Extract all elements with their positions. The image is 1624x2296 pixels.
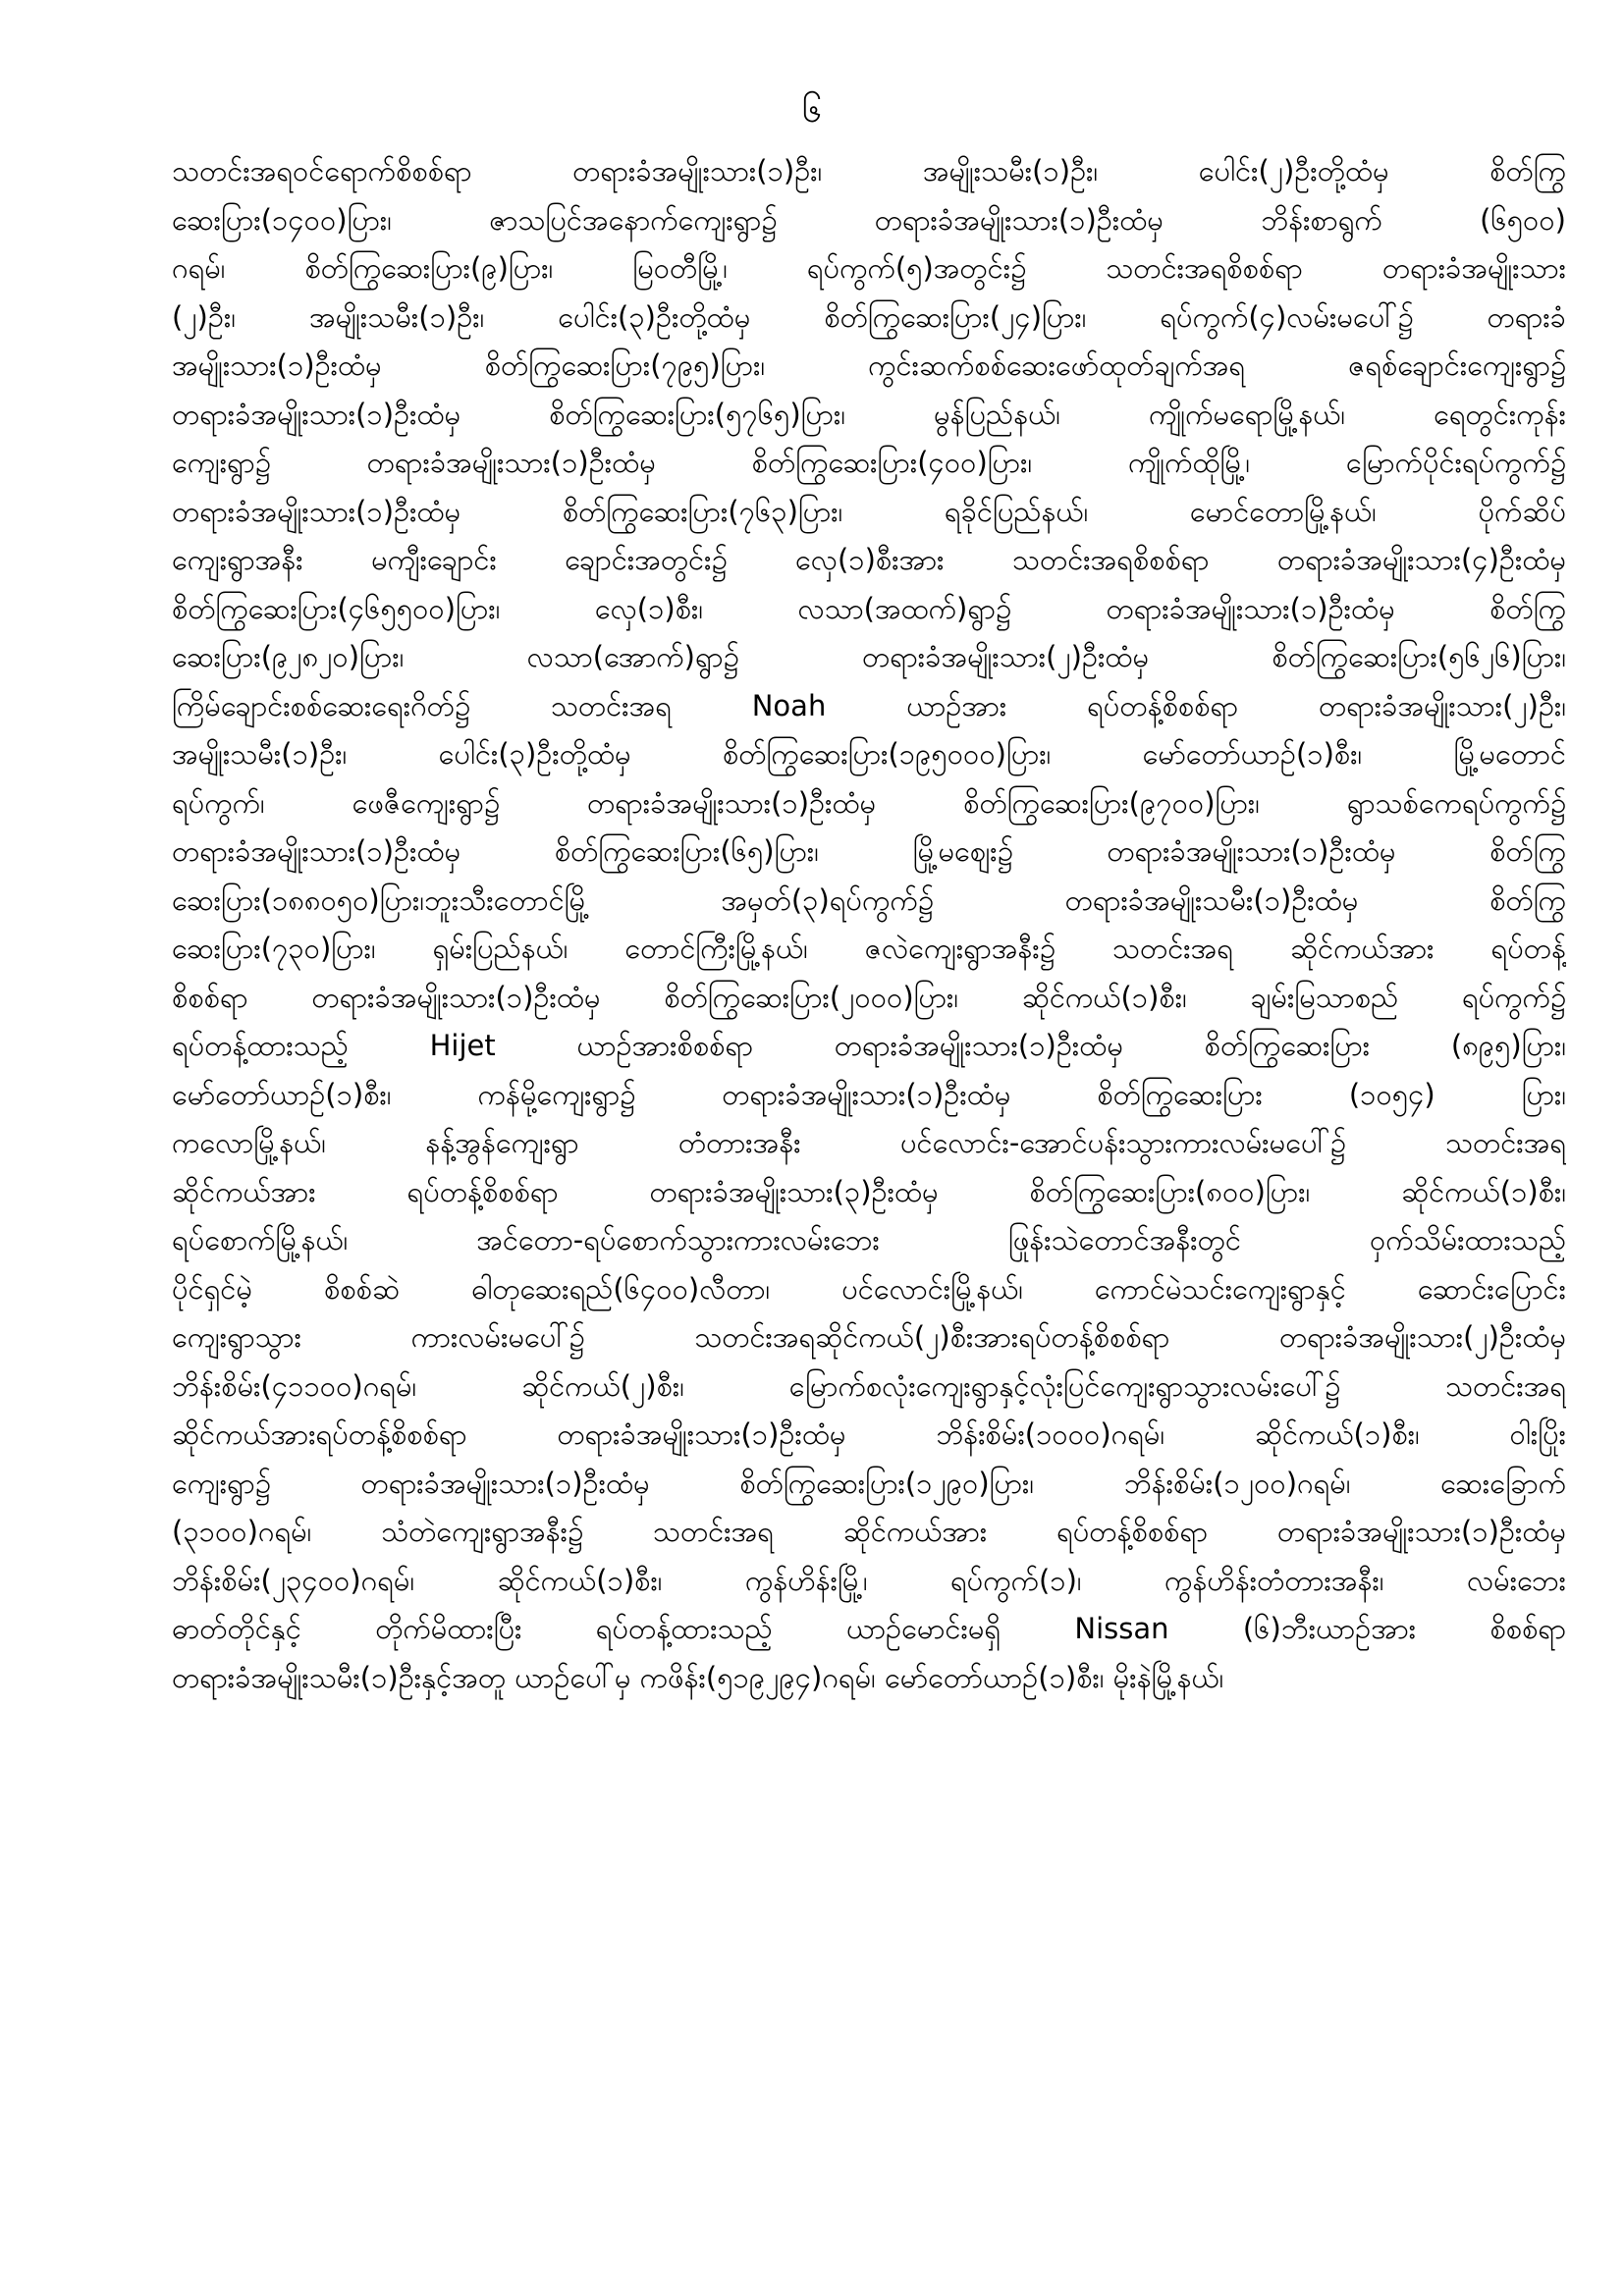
text-line: ကျေးရွာ၌ တရားခံအမျိုးသား(၁)ဦးထံမှ စိတ်ကြွဆေးပြား(၄၀၀)ပြား၊ ကျိုက်ထိုမြို့၊ မြောက်ပိုင်းရပ်ကွက်၌ <box>172 446 1566 479</box>
text-line: ဆေးပြား(၉၂၈၂၀)ပြား၊ လသာ(အောက်)ရွာ၌ တရားခံအမျိုးသား(၂)ဦးထံမှ စိတ်ကြွဆေးပြား(၅၆၂၆)ပြား၊ <box>172 640 1566 673</box>
text-line: တရားခံအမျိုးသား(၁)ဦးထံမှ စိတ်ကြွဆေးပြား(၅၇၆၅)ပြား၊ မွန်ပြည်နယ်၊ ကျိုက်မရောမြို့နယ်၊ ရေတွင်းကုန်း <box>172 397 1566 431</box>
text-line: ရပ်တန့်ထားသည့် Hijet ယာဉ်အားစိစစ်ရာ တရားခံအမျိုးသား(၁)ဦးထံမှ စိတ်ကြွဆေးပြား (၈၉၅)ပြား၊ <box>172 1029 1566 1062</box>
text-line: ဆိုင်ကယ်အားရပ်တန့်စိစစ်ရာ တရားခံအမျိုးသား(၁)ဦးထံမှ ဘိန်းစိမ်း(၁၀၀၀)ဂရမ်၊ ဆိုင်ကယ်(၁)စီး၊ ဝါးပြိုး <box>172 1417 1566 1451</box>
text-line: အမျိုးသား(၁)ဦးထံမှ စိတ်ကြွဆေးပြား(၇၉၅)ပြား၊ ကွင်းဆက်စစ်ဆေးဖော်ထုတ်ချက်အရ ဇရစ်ချောင်းကျေးရွာ၌ <box>172 348 1566 382</box>
text-line: ဆေးပြား(၇၃၀)ပြား၊ ရှမ်းပြည်နယ်၊ တောင်ကြီးမြို့နယ်၊ ဇလဲကျေးရွာအနီး၌ သတင်းအရ ဆိုင်ကယ်အား ရပ်တန့် <box>172 932 1566 965</box>
text-line: ဘိန်းစိမ်း(၂၃၄၀၀)ဂရမ်၊ ဆိုင်ကယ်(၁)စီး၊ ကွန်ဟိန်းမြို့၊ ရပ်ကွက်(၁)၊ ကွန်ဟိန်းတံတားအနီး၊ လမ်းဘေး <box>172 1563 1566 1597</box>
text-line: ရပ်ကွက်၊ ဖေဇီကျေးရွာ၌ တရားခံအမျိုးသား(၁)ဦးထံမှ စိတ်ကြွဆေးပြား(၉၇၀၀)ပြား၊ ရွာသစ်ကေရပ်ကွက်၌ <box>172 785 1566 820</box>
text-line: ရပ်စောက်မြို့နယ်၊ အင်တော-ရပ်စောက်သွားကားလမ်းဘေး ဖြုန်းသဲတောင်အနီးတွင် ဝှက်သိမ်းထားသည့် <box>172 1223 1566 1256</box>
text-line: ဆိုင်ကယ်အား ရပ်တန့်စိစစ်ရာ တရားခံအမျိုးသား(၃)ဦးထံမှ စိတ်ကြွဆေးပြား(၈၀၀)ပြား၊ ဆိုင်ကယ်(၁)စီး၊ <box>172 1174 1566 1208</box>
text-line: အမျိုးသမီး(၁)ဦး၊ ပေါင်း(၃)ဦးတို့ထံမှ စိတ်ကြွဆေးပြား(၁၉၅၀၀၀)ပြား၊ မော်တော်ယာဉ်(၁)စီး၊ မြို့မတောင် <box>172 737 1566 771</box>
text-line: ဓာတ်တိုင်နှင့် တိုက်မိထားပြီး ရပ်တန့်ထားသည့် ယာဉ်မောင်းမရှိ Nissan (၆)ဘီးယာဉ်အား စိစစ်ရာ <box>172 1612 1566 1645</box>
text-line: ကလောမြို့နယ်၊ နန့်အွန်ကျေးရွာ တံတားအနီး ပင်လောင်း-အောင်ပန်းသွားကားလမ်းမပေါ်၌ သတင်းအရ <box>172 1126 1566 1159</box>
text-line: ကျေးရွာအနီး မကျီးချောင်း ချောင်းအတွင်း၌ လှေ(၁)စီးအား သတင်းအရစိစစ်ရာ တရားခံအမျိုးသား(၄)ဦးထံမှ <box>172 543 1566 576</box>
text-line: ပိုင်ရှင်မဲ့ စိစစ်ဆဲ ဓါတုဆေးရည်(၆၄၀၀)လီတာ၊ ပင်လောင်းမြို့နယ်၊ ကောင်မဲသင်းကျေးရွာနှင့် ဆောင်းပြောင်း <box>172 1271 1566 1306</box>
text-line: ကျေးရွာ၌ တရားခံအမျိုးသား(၁)ဦးထံမှ စိတ်ကြွဆေးပြား(၁၂၉၀)ပြား၊ ဘိန်းစိမ်း(၁၂၀၀)ဂရမ်၊ ဆေးခြောက် <box>172 1466 1566 1500</box>
text-line: မော်တော်ယာဉ်(၁)စီး၊ ကန်မို့ကျေးရွာ၌ တရားခံအမျိုးသား(၁)ဦးထံမှ စိတ်ကြွဆေးပြား (၁၀၅၄) ပြား၊ <box>172 1077 1566 1111</box>
text-line: စိတ်ကြွဆေးပြား(၄၆၅၅၀၀)ပြား၊ လှေ(၁)စီး၊ လသာ(အထက်)ရွာ၌ တရားခံအမျိုးသား(၁)ဦးထံမှ စိတ်ကြွ <box>172 591 1566 625</box>
body-paragraph <box>172 147 1566 1702</box>
text-line: စိစစ်ရာ တရားခံအမျိုးသား(၁)ဦးထံမှ စိတ်ကြွဆေးပြား(၂၀၀၀)ပြား၊ ဆိုင်ကယ်(၁)စီး၊ ချမ်းမြသာစည် ရပ်ကွက်၌ <box>172 980 1566 1014</box>
text-line: ဆေးပြား(၁၄၀၀)ပြား၊ ဇာသပြင်အနောက်ကျေးရွာ၌ တရားခံအမျိုးသား(၁)ဦးထံမှ ဘိန်းစာရွက် (၆၅၀၀) <box>172 202 1566 237</box>
text-line: တရားခံအမျိုးသမီး(၁)ဦးနှင့်အတူ ယာဉ်ပေါ်မှ ကဖိန်း(၅၁၉၂၉၄)ဂရမ်၊ မော်တော်ယာဉ်(၁)စီး၊ မိုးနဲမြို့နယ်၊ <box>172 1660 1224 1694</box>
text-line: တရားခံအမျိုးသား(၁)ဦးထံမှ စိတ်ကြွဆေးပြား(၇၆၃)ပြား၊ ရခိုင်ပြည်နယ်၊ မောင်တောမြို့နယ်၊ ပိုက်ဆိပ် <box>172 494 1566 528</box>
text-line: သတင်းအရဝင်ရောက်စိစစ်ရာ တရားခံအမျိုးသား(၁)ဦး၊ အမျိုးသမီး(၁)ဦး၊ ပေါင်း(၂)ဦးတို့ထံမှ စိတ်ကြွ <box>172 154 1566 187</box>
text-line: (၃၁၀၀)ဂရမ်၊ သံတဲကျေးရွာအနီး၌ သတင်းအရ ဆိုင်ကယ်အား ရပ်တန့်စိစစ်ရာ တရားခံအမျိုးသား(၁)ဦးထံမှ <box>172 1515 1566 1548</box>
text-line: ကျေးရွာသွား ကားလမ်းမပေါ်၌ သတင်းအရဆိုင်ကယ်(၂)စီးအားရပ်တန့်စိစစ်ရာ တရားခံအမျိုးသား(၂)ဦးထံမှ <box>172 1320 1566 1354</box>
page-number: ၆ <box>801 90 823 131</box>
text-line: ကြိမ်ချောင်းစစ်ဆေးရေးဂိတ်၌ သတင်းအရ Noah ယာဉ်အား ရပ်တန့်စိစစ်ရာ တရားခံအမျိုးသား(၂)ဦး၊ <box>172 688 1566 722</box>
text-line: ဆေးပြား(၁၈၈၀၅၀)ပြား၊ဘူးသီးတောင်မြို့ အမှတ်(၃)ရပ်ကွက်၌ တရားခံအမျိုးသမီး(၁)ဦးထံမှ စိတ်ကြွ <box>172 882 1566 917</box>
text-line: တရားခံအမျိုးသား(၁)ဦးထံမှ စိတ်ကြွဆေးပြား(၆၅)ပြား၊ မြို့မဈေး၌ တရားခံအမျိုးသား(၁)ဦးထံမှ စိတ်ကြွ <box>172 834 1566 868</box>
text-line: ဘိန်းစိမ်း(၄၁၁၀၀)ဂရမ်၊ ဆိုင်ကယ်(၂)စီး၊ မြောက်စလုံးကျေးရွာနှင့်လုံးပြင်ကျေးရွာသွားလမ်းပေါ်၌ သတင်းအရ <box>172 1368 1566 1403</box>
text-line: ဂရမ်၊ စိတ်ကြွဆေးပြား(၉)ပြား၊ မြဝတီမြို့၊ ရပ်ကွက်(၅)အတွင်း၌ သတင်းအရစိစစ်ရာ တရားခံအမျိုးသား <box>172 251 1566 285</box>
text-line: (၂)ဦး၊ အမျိုးသမီး(၁)ဦး၊ ပေါင်း(၃)ဦးတို့ထံမှ စိတ်ကြွဆေးပြား(၂၄)ပြား၊ ရပ်ကွက်(၄)လမ်းမပေါ်၌ တရားခံ <box>172 299 1566 334</box>
